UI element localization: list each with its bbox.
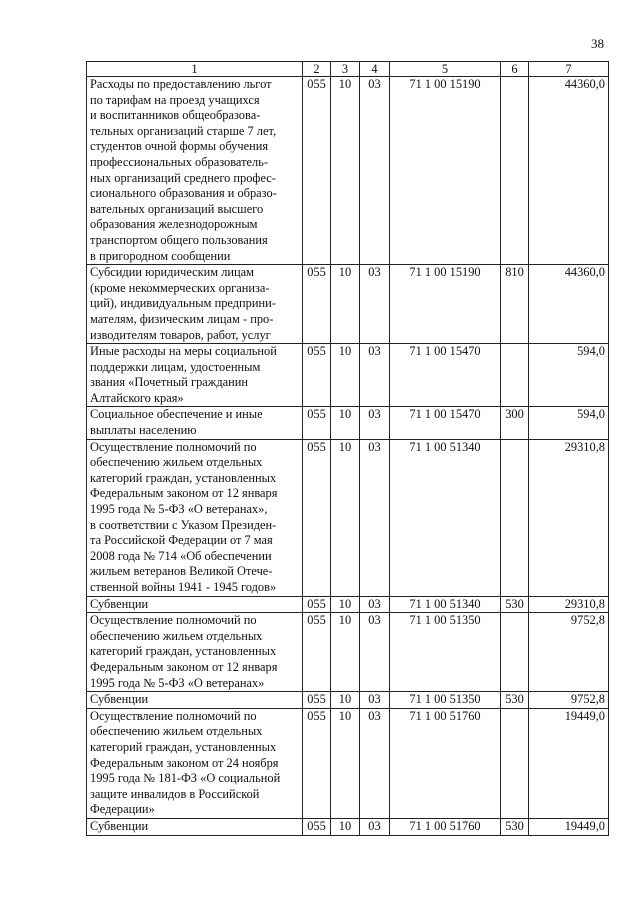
ministry-code-cell: 055 bbox=[303, 265, 331, 344]
expense-type-cell bbox=[501, 439, 529, 596]
expense-name-line: Субвенции bbox=[90, 818, 149, 833]
expense-name-line: Иные расходы на меры социальной bbox=[90, 344, 277, 359]
target-article-cell: 71 1 00 51350 bbox=[390, 613, 501, 692]
expense-name-line: Алтайского края» bbox=[90, 390, 184, 405]
expense-name-line: Федеральным законом от 12 января bbox=[90, 486, 278, 501]
ministry-code-cell: 055 bbox=[303, 708, 331, 818]
expense-name-cell bbox=[87, 344, 303, 407]
table-row bbox=[87, 265, 609, 344]
header-col-3: 3 bbox=[331, 62, 360, 77]
table-row bbox=[87, 407, 609, 439]
subsection-cell: 03 bbox=[360, 692, 390, 709]
expense-name-line: по тарифам на проезд учащихся bbox=[90, 92, 260, 107]
ministry-code-cell: 055 bbox=[303, 596, 331, 613]
expense-name-line: изводителям товаров, работ, услуг bbox=[90, 327, 271, 342]
expense-name-line: обеспечению жильем отдельных bbox=[90, 724, 263, 739]
expense-name-cell bbox=[87, 708, 303, 818]
expense-name-cell bbox=[87, 407, 303, 439]
table-row bbox=[87, 708, 609, 818]
expense-name-line: Федеральным законом от 24 ноября bbox=[90, 755, 279, 770]
expense-name-cell bbox=[87, 265, 303, 344]
table-body bbox=[87, 77, 609, 836]
amount-cell: 19449,0 bbox=[529, 818, 609, 835]
subsection-cell: 03 bbox=[360, 439, 390, 596]
header-col-1: 1 bbox=[87, 62, 303, 77]
expense-name-cell bbox=[87, 596, 303, 613]
subsection-cell: 03 bbox=[360, 596, 390, 613]
expense-name-line: транспортом общего пользования bbox=[90, 232, 268, 247]
expense-name-line: 1995 года № 181-ФЗ «О социальной bbox=[90, 771, 281, 786]
section-cell: 10 bbox=[331, 265, 360, 344]
expense-name-line: жильем ветеранов Великой Отече- bbox=[90, 564, 273, 579]
expense-name-line: 1995 года № 5-ФЗ «О ветеранах» bbox=[90, 675, 265, 690]
target-article-cell: 71 1 00 15190 bbox=[390, 77, 501, 265]
section-cell: 10 bbox=[331, 344, 360, 407]
header-row bbox=[87, 62, 609, 77]
expense-name-line: мателям, физическим лицам - про- bbox=[90, 311, 274, 326]
amount-cell: 19449,0 bbox=[529, 708, 609, 818]
expense-name-line: обеспечению жильем отдельных bbox=[90, 455, 263, 470]
subsection-cell: 03 bbox=[360, 265, 390, 344]
expense-name-line: ций), индивидуальным предприни- bbox=[90, 296, 276, 311]
header-col-5: 5 bbox=[390, 62, 501, 77]
section-cell: 10 bbox=[331, 407, 360, 439]
expense-name-line: выплаты населению bbox=[90, 423, 197, 438]
expense-name-line: (кроме некоммерческих организа- bbox=[90, 280, 270, 295]
subsection-cell: 03 bbox=[360, 77, 390, 265]
table-row bbox=[87, 439, 609, 596]
expense-name-line: обеспечению жильем отдельных bbox=[90, 628, 263, 643]
section-cell: 10 bbox=[331, 818, 360, 835]
table-row bbox=[87, 692, 609, 709]
expense-name-line: профессиональных образователь- bbox=[90, 154, 268, 169]
amount-cell: 9752,8 bbox=[529, 613, 609, 692]
budget-table bbox=[86, 61, 609, 836]
table-row bbox=[87, 344, 609, 407]
expense-name-line: Осуществление полномочий по bbox=[90, 613, 257, 628]
ministry-code-cell: 055 bbox=[303, 344, 331, 407]
ministry-code-cell: 055 bbox=[303, 818, 331, 835]
expense-type-cell: 530 bbox=[501, 818, 529, 835]
target-article-cell: 71 1 00 15470 bbox=[390, 344, 501, 407]
expense-type-cell bbox=[501, 344, 529, 407]
expense-name-line: категорий граждан, установленных bbox=[90, 739, 277, 754]
expense-name-line: категорий граждан, установленных bbox=[90, 470, 277, 485]
expense-name-line: образования железнодорожным bbox=[90, 217, 258, 232]
ministry-code-cell: 055 bbox=[303, 613, 331, 692]
section-cell: 10 bbox=[331, 692, 360, 709]
target-article-cell: 71 1 00 51340 bbox=[390, 596, 501, 613]
subsection-cell: 03 bbox=[360, 708, 390, 818]
table-row bbox=[87, 77, 609, 265]
expense-type-cell: 300 bbox=[501, 407, 529, 439]
target-article-cell: 71 1 00 51350 bbox=[390, 692, 501, 709]
target-article-cell: 71 1 00 15470 bbox=[390, 407, 501, 439]
expense-name-cell bbox=[87, 439, 303, 596]
subsection-cell: 03 bbox=[360, 613, 390, 692]
expense-name-line: категорий граждан, установленных bbox=[90, 644, 277, 659]
expense-name-line: 2008 года № 714 «Об обеспечении bbox=[90, 548, 272, 563]
expense-type-cell bbox=[501, 613, 529, 692]
expense-name-line: Осуществление полномочий по bbox=[90, 439, 257, 454]
expense-name-line: в пригородном сообщении bbox=[90, 248, 231, 263]
amount-cell: 594,0 bbox=[529, 344, 609, 407]
expense-name-cell bbox=[87, 818, 303, 835]
expense-name-line: тельных организаций старше 7 лет, bbox=[90, 123, 277, 138]
amount-cell: 9752,8 bbox=[529, 692, 609, 709]
header-col-4: 4 bbox=[360, 62, 390, 77]
expense-name-line: Субвенции bbox=[90, 692, 149, 707]
header-col-2: 2 bbox=[303, 62, 331, 77]
ministry-code-cell: 055 bbox=[303, 439, 331, 596]
amount-cell: 44360,0 bbox=[529, 77, 609, 265]
table-row bbox=[87, 613, 609, 692]
subsection-cell: 03 bbox=[360, 818, 390, 835]
table-row bbox=[87, 596, 609, 613]
expense-name-line: Субсидии юридическим лицам bbox=[90, 265, 255, 280]
expense-name-line: студентов очной формы обучения bbox=[90, 139, 269, 154]
expense-name-line: Федеральным законом от 12 января bbox=[90, 659, 278, 674]
expense-name-line: Федерации» bbox=[90, 802, 155, 817]
expense-name-line: Социальное обеспечение и иные bbox=[90, 407, 263, 422]
page-number: 38 bbox=[591, 36, 604, 51]
section-cell: 10 bbox=[331, 439, 360, 596]
amount-cell: 29310,8 bbox=[529, 439, 609, 596]
ministry-code-cell: 055 bbox=[303, 692, 331, 709]
ministry-code-cell: 055 bbox=[303, 407, 331, 439]
expense-name-line: та Российской Федерации от 7 мая bbox=[90, 533, 273, 548]
header-col-7: 7 bbox=[529, 62, 609, 77]
expense-name-cell bbox=[87, 692, 303, 709]
ministry-code-cell: 055 bbox=[303, 77, 331, 265]
target-article-cell: 71 1 00 15190 bbox=[390, 265, 501, 344]
expense-type-cell: 810 bbox=[501, 265, 529, 344]
expense-type-cell bbox=[501, 708, 529, 818]
expense-name-line: в соответствии с Указом Президен- bbox=[90, 517, 277, 532]
expense-name-line: Осуществление полномочий по bbox=[90, 708, 257, 723]
expense-type-cell: 530 bbox=[501, 596, 529, 613]
section-cell: 10 bbox=[331, 708, 360, 818]
section-cell: 10 bbox=[331, 613, 360, 692]
expense-name-line: звания «Почетный гражданин bbox=[90, 375, 249, 390]
expense-name-line: ственной войны 1941 - 1945 годов» bbox=[90, 580, 277, 594]
expense-name-cell bbox=[87, 77, 303, 265]
header-col-6: 6 bbox=[501, 62, 529, 77]
expense-name-line: защите инвалидов в Российской bbox=[90, 786, 260, 801]
expense-type-cell bbox=[501, 77, 529, 265]
expense-name-line: Субвенции bbox=[90, 596, 149, 611]
expense-type-cell: 530 bbox=[501, 692, 529, 709]
target-article-cell: 71 1 00 51760 bbox=[390, 708, 501, 818]
section-cell: 10 bbox=[331, 596, 360, 613]
target-article-cell: 71 1 00 51760 bbox=[390, 818, 501, 835]
subsection-cell: 03 bbox=[360, 407, 390, 439]
expense-name-line: 1995 года № 5-ФЗ «О ветеранах», bbox=[90, 502, 268, 517]
expense-name-line: вательных организаций высшего bbox=[90, 201, 264, 216]
amount-cell: 29310,8 bbox=[529, 596, 609, 613]
expense-name-cell bbox=[87, 613, 303, 692]
amount-cell: 594,0 bbox=[529, 407, 609, 439]
expense-name-line: сионального образования и образо- bbox=[90, 186, 277, 201]
expense-name-line: и воспитанников общеобразова- bbox=[90, 108, 261, 123]
table-row bbox=[87, 818, 609, 835]
section-cell: 10 bbox=[331, 77, 360, 265]
amount-cell: 44360,0 bbox=[529, 265, 609, 344]
expense-name-line: поддержки лицам, удостоенным bbox=[90, 359, 261, 374]
expense-name-line: ных организаций среднего профес- bbox=[90, 170, 276, 185]
target-article-cell: 71 1 00 51340 bbox=[390, 439, 501, 596]
expense-name-line: Расходы по предоставлению льгот bbox=[90, 77, 272, 91]
subsection-cell: 03 bbox=[360, 344, 390, 407]
